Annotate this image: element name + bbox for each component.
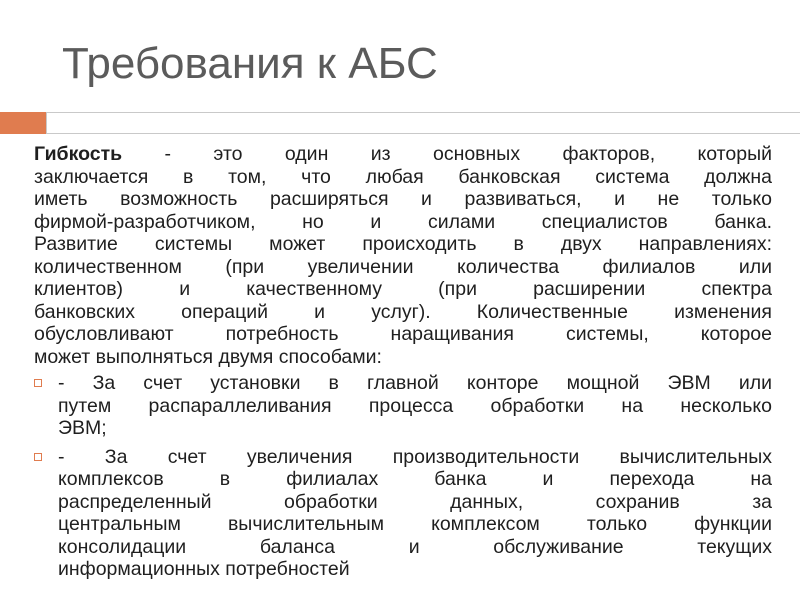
paragraph-line: иметь возможность расширяться и развиваться, и не только <box>34 188 772 210</box>
lead-term: Гибкость <box>34 143 123 165</box>
bullet-line: консолидации баланса и обслуживание текущих <box>58 535 772 558</box>
bullet-line: комплексов в филиалах банка и перехода на <box>58 468 772 490</box>
bullet-line: информационных потребностей <box>58 558 350 580</box>
main-paragraph <box>34 143 772 368</box>
paragraph-line: Развитие системы может происходить в двух направлениях: <box>34 233 772 255</box>
title-divider-band <box>46 112 800 134</box>
bullet-line: - За счет установки в главной конторе мощной ЭВМ или <box>58 372 772 394</box>
bullet-line: путем распараллеливания процесса обработки на несколько <box>58 394 772 417</box>
slide-title: Требования к АБС <box>62 39 438 88</box>
slide-body <box>34 143 772 587</box>
paragraph-line: количественном (при увеличении количества филиалов или <box>34 255 772 278</box>
bullet-line: распределенный обработки данных, сохранив за <box>58 490 772 513</box>
paragraph-line: может выполняться двумя способами: <box>34 345 382 368</box>
paragraph-line: фирмой-разработчиком, но и силами специалистов банка. <box>34 210 772 233</box>
bullet-line: ЭВМ; <box>58 417 107 439</box>
paragraph-line: клиентов) и качественному (при расширении спектра <box>34 278 772 300</box>
bullet-list <box>34 372 772 581</box>
title-divider-separator <box>46 112 47 134</box>
bullet-line: - За счет увеличения производительности вычислительных <box>58 445 772 468</box>
paragraph-line: обусловливают потребность наращивания системы, которое <box>34 323 772 345</box>
title-accent-bar <box>0 112 46 134</box>
bullet-item <box>34 446 772 581</box>
bullet-line: центральным вычислительным комплексом только функции <box>58 513 772 535</box>
paragraph-line: заключается в том, что любая банковская система должна <box>34 165 772 188</box>
paragraph-line: банковских операций и услуг). Количественные изменения <box>34 300 772 323</box>
square-bullet-icon <box>34 453 42 461</box>
bullet-item <box>34 372 772 440</box>
paragraph-line <box>34 143 772 166</box>
paragraph-line-text: - это один из основных факторов, который <box>122 143 772 165</box>
square-bullet-icon <box>34 379 42 387</box>
